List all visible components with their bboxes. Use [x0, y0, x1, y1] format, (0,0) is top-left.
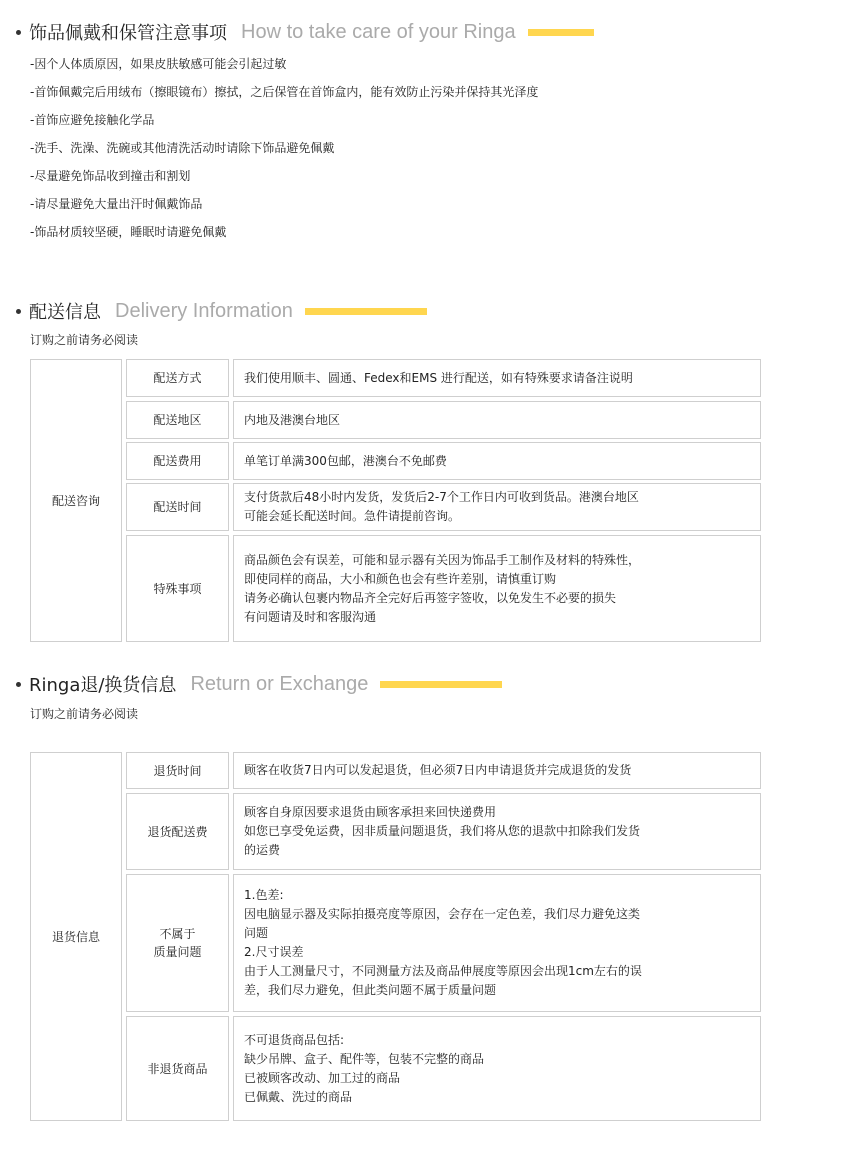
bullet-dot — [16, 309, 21, 314]
returns-note: 订购之前请务必阅读 — [30, 707, 139, 721]
care-title-cn: 饰品佩戴和保管注意事项 — [29, 23, 227, 44]
delivery-row-value-line: 有问题请及时和客服沟通 — [244, 609, 377, 624]
delivery-row-value-line: 我们使用顺丰、圆通、Fedex和EMS 进行配送，如有特殊要求请备注说明 — [244, 370, 633, 385]
care-list-item: -首饰应避免接触化学品 — [30, 113, 155, 127]
delivery-row-label: 配送方式 — [126, 359, 229, 397]
returns-row-value-line: 的运费 — [244, 843, 281, 857]
returns-title-en: Return or Exchange — [190, 672, 369, 695]
delivery-row-value — [233, 442, 761, 480]
returns-group-label: 退货信息 — [30, 752, 122, 1121]
returns-row-label: 非退货商品 — [126, 1016, 229, 1121]
returns-row-value — [233, 874, 761, 1012]
returns-row-value — [233, 752, 761, 789]
delivery-row-value-line: 单笔订单满300包邮，港澳台不免邮费 — [244, 453, 447, 468]
delivery-row-value-line: 商品颜色会有误差，可能和显示器有关因为饰品手工制作及材料的特殊性， — [244, 552, 641, 567]
delivery-title-cn: 配送信息 — [29, 302, 101, 323]
delivery-row-value — [233, 483, 761, 531]
delivery-title-en: Delivery Information — [115, 299, 293, 322]
care-list-item: -因个人体质原因，如果皮肤敏感可能会引起过敏 — [30, 57, 287, 71]
delivery-row-value-line: 支付货款后48小时内发货，发货后2-7个工作日内可收到货品。港澳台地区 — [244, 490, 639, 504]
returns-row-value-line: 如您已享受免运费，因非质量问题退货，我们将从您的退款中扣除我们发货 — [244, 824, 641, 838]
care-list-item: -请尽量避免大量出汗时佩戴饰品 — [30, 197, 203, 211]
care-list-item: -饰品材质较坚硬，睡眠时请避免佩戴 — [30, 225, 227, 239]
delivery-group-label: 配送咨询 — [30, 359, 122, 642]
care-list-item: -首饰佩戴完后用绒布（擦眼镜布）擦拭，之后保管在首饰盒内，能有效防止污染并保持其光泽度 — [30, 85, 539, 99]
delivery-row-value-line: 可能会延长配送时间。急件请提前咨询。 — [244, 509, 461, 523]
delivery-note: 订购之前请务必阅读 — [30, 333, 139, 347]
delivery-row-value — [233, 359, 761, 397]
accent-bar — [528, 29, 594, 36]
accent-bar — [305, 308, 427, 315]
care-list-item: -尽量避免饰品收到撞击和割划 — [30, 169, 191, 183]
returns-row-value-line: 缺少吊牌、盒子、配件等，包装不完整的商品 — [244, 1051, 485, 1066]
delivery-row-value-line: 请务必确认包裹内物品齐全完好后再签字签收，以免发生不必要的损失 — [244, 590, 617, 605]
returns-row-label: 不属于 质量问题 — [126, 874, 229, 1012]
returns-row-label: 退货配送费 — [126, 793, 229, 870]
returns-row-value-line: 因电脑显示器及实际拍摄亮度等原因，会存在一定色差，我们尽力避免这类 — [244, 907, 641, 921]
delivery-row-value-line: 即使同样的商品，大小和颜色也会有些许差别，请慎重订购 — [244, 571, 557, 586]
returns-row-value-line: 顾客在收货7日内可以发起退货，但必须7日内申请退货并完成退货的发货 — [244, 763, 632, 777]
bullet-dot — [16, 682, 21, 687]
returns-section-title — [16, 669, 502, 699]
returns-row-value-line: 差，我们尽力避免，但此类问题不属于质量问题 — [244, 983, 497, 997]
delivery-row-value — [233, 401, 761, 439]
returns-row-value-line: 问题 — [244, 926, 269, 940]
delivery-row-label: 配送费用 — [126, 442, 229, 480]
returns-row-value-line: 2.尺寸误差 — [244, 945, 304, 959]
returns-row-value-line: 不可退货商品包括: — [244, 1032, 345, 1047]
delivery-section-title — [16, 296, 427, 326]
care-list-item: -洗手、洗澡、洗碗或其他清洗活动时请除下饰品避免佩戴 — [30, 141, 335, 155]
delivery-row-label: 配送时间 — [126, 483, 229, 531]
returns-title-cn: Ringa退/换货信息 — [29, 675, 177, 696]
returns-row-value-line: 由于人工测量尺寸，不同测量方法及商品伸展度等原因会出现1cm左右的误 — [244, 964, 642, 978]
returns-row-value — [233, 793, 761, 870]
delivery-row-label: 特殊事项 — [126, 535, 229, 642]
returns-row-value-line: 已佩戴、洗过的商品 — [244, 1089, 353, 1104]
care-list — [30, 54, 538, 250]
care-section-title — [16, 17, 594, 47]
returns-row-value — [233, 1016, 761, 1121]
returns-row-value-line: 顾客自身原因要求退货由顾客承担来回快递费用 — [244, 805, 497, 819]
delivery-row-value — [233, 535, 761, 642]
delivery-row-label: 配送地区 — [126, 401, 229, 439]
care-title-en: How to take care of your Ringa — [241, 20, 516, 43]
delivery-row-value-line: 内地及港澳台地区 — [244, 412, 341, 427]
returns-row-value-line: 1.色差: — [244, 888, 284, 902]
accent-bar — [380, 681, 502, 688]
returns-row-value-line: 已被顾客改动、加工过的商品 — [244, 1070, 401, 1085]
bullet-dot — [16, 30, 21, 35]
returns-row-label: 退货时间 — [126, 752, 229, 789]
